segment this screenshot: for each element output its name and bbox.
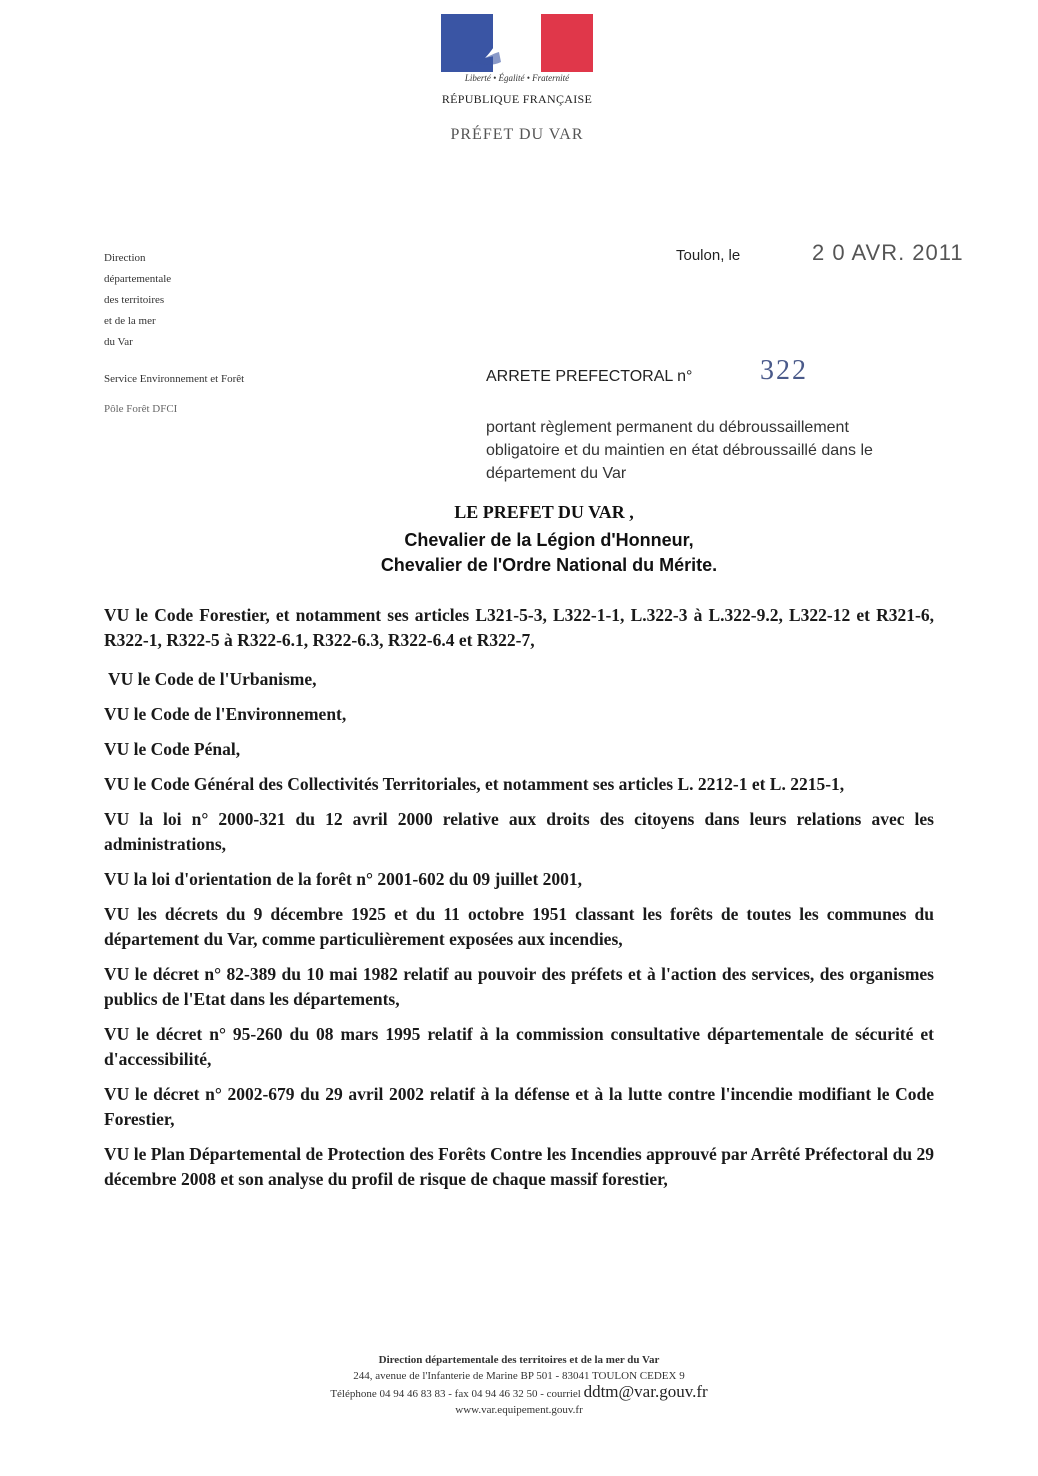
- prefet-title: LE PREFET DU VAR ,: [454, 502, 634, 522]
- footer-address: 244, avenue de l'Infanterie de Marine BP 501 - 83041 TOULON CEDEX 9: [353, 1370, 685, 1382]
- vu-paragraph: VU le Code Général des Collectivités Territoriales, et notamment ses articles L. 2212-1 et L. 2215-1,: [104, 774, 845, 794]
- vu-paragraph: VU la loi d'orientation de la forêt n° 2001-602 du 09 juillet 2001,: [104, 869, 583, 889]
- footer-org: Direction départementale des territoires et de la mer du Var: [378, 1354, 660, 1366]
- date-label: Toulon, le: [676, 247, 741, 264]
- sidebar-line: et de la mer: [104, 315, 156, 327]
- vu-paragraph: VU le décret n° 2002-679 du 29 avril 2002 relatif à la défense et à la lutte contre l'incendie modifiant le Code Forestier,: [104, 1084, 934, 1129]
- footer-email-link[interactable]: ddtm@var.gouv.fr: [583, 1382, 708, 1401]
- vu-paragraph: VU la loi n° 2000-321 du 12 avril 2000 relative aux droits des citoyens dans leurs relations avec les administrations,: [104, 809, 934, 854]
- vu-paragraph: VU le Code de l'Environnement,: [104, 704, 347, 724]
- arrete-label: ARRETE PREFECTORAL n°: [486, 368, 693, 385]
- chevalier-legion: Chevalier de la Légion d'Honneur,: [404, 530, 694, 550]
- vu-paragraph: VU le décret n° 82-389 du 10 mai 1982 relatif au pouvoir des préfets et à l'action des services, des organismes publics de l'Etat dans les départements,: [104, 964, 934, 1009]
- vu-paragraph: VU les décrets du 9 décembre 1925 et du 11 octobre 1951 classant les forêts de toutes les communes du département du Var, comme particulièrement exposées aux incendies,: [104, 904, 934, 949]
- prefet-header-title: PRÉFET DU VAR: [450, 126, 584, 143]
- sidebar-line: des territoires: [104, 294, 165, 306]
- sidebar-line: départementale: [104, 273, 172, 285]
- vu-paragraph: VU le Code Pénal,: [104, 739, 241, 759]
- vu-paragraph: VU le Code de l'Urbanisme,: [108, 669, 317, 689]
- marianne-logo: [441, 14, 593, 72]
- sidebar-line: du Var: [104, 336, 133, 348]
- vu-list: [104, 603, 934, 1192]
- motto: Liberté • Égalité • Fraternité: [464, 73, 570, 83]
- sidebar-direction: [104, 248, 304, 353]
- chevalier-ordre: Chevalier de l'Ordre National du Mérite.: [380, 555, 718, 575]
- vu-paragraph: VU le décret n° 95-260 du 08 mars 1995 relatif à la commission consultative départementale de sécurité et d'accessibilité,: [104, 1024, 934, 1069]
- footer-phone: Téléphone 04 94 46 83 83 - fax 04 94 46 32 50 - courriel: [330, 1388, 581, 1400]
- footer-website-link[interactable]: www.var.equipement.gouv.fr: [455, 1404, 583, 1416]
- footer: [0, 1352, 1038, 1418]
- sidebar-pole: Pôle Forêt DFCI: [104, 403, 178, 415]
- republic-name: RÉPUBLIQUE FRANÇAISE: [441, 92, 593, 106]
- sidebar-service: Service Environnement et Forêt: [104, 373, 245, 385]
- vu-paragraph: VU le Code Forestier, et notamment ses articles L321-5-3, L322-1-1, L.322-3 à L.322-9.2, L322-12 et R321-6, R322-1, R322-5 à R322-6.1, R322-6.3, R322-6.4 et R322-7,: [104, 605, 934, 650]
- arrete-number: 322: [760, 355, 808, 386]
- footer-contact: [0, 1384, 1038, 1402]
- vu-paragraph: VU le Plan Départemental de Protection des Forêts Contre les Incendies approuvé par Arrêté Préfectoral du 29 décembre 2008 et son analyse du profil de risque de chaque massif forestier,: [104, 1144, 934, 1189]
- arrete-objet: portant règlement permanent du débroussaillement obligatoire et du maintien en état débroussaillé dans le département du Var: [486, 419, 873, 482]
- date-stamp: 2 0 AVR. 2011: [812, 240, 964, 265]
- sidebar-line: Direction: [104, 252, 146, 264]
